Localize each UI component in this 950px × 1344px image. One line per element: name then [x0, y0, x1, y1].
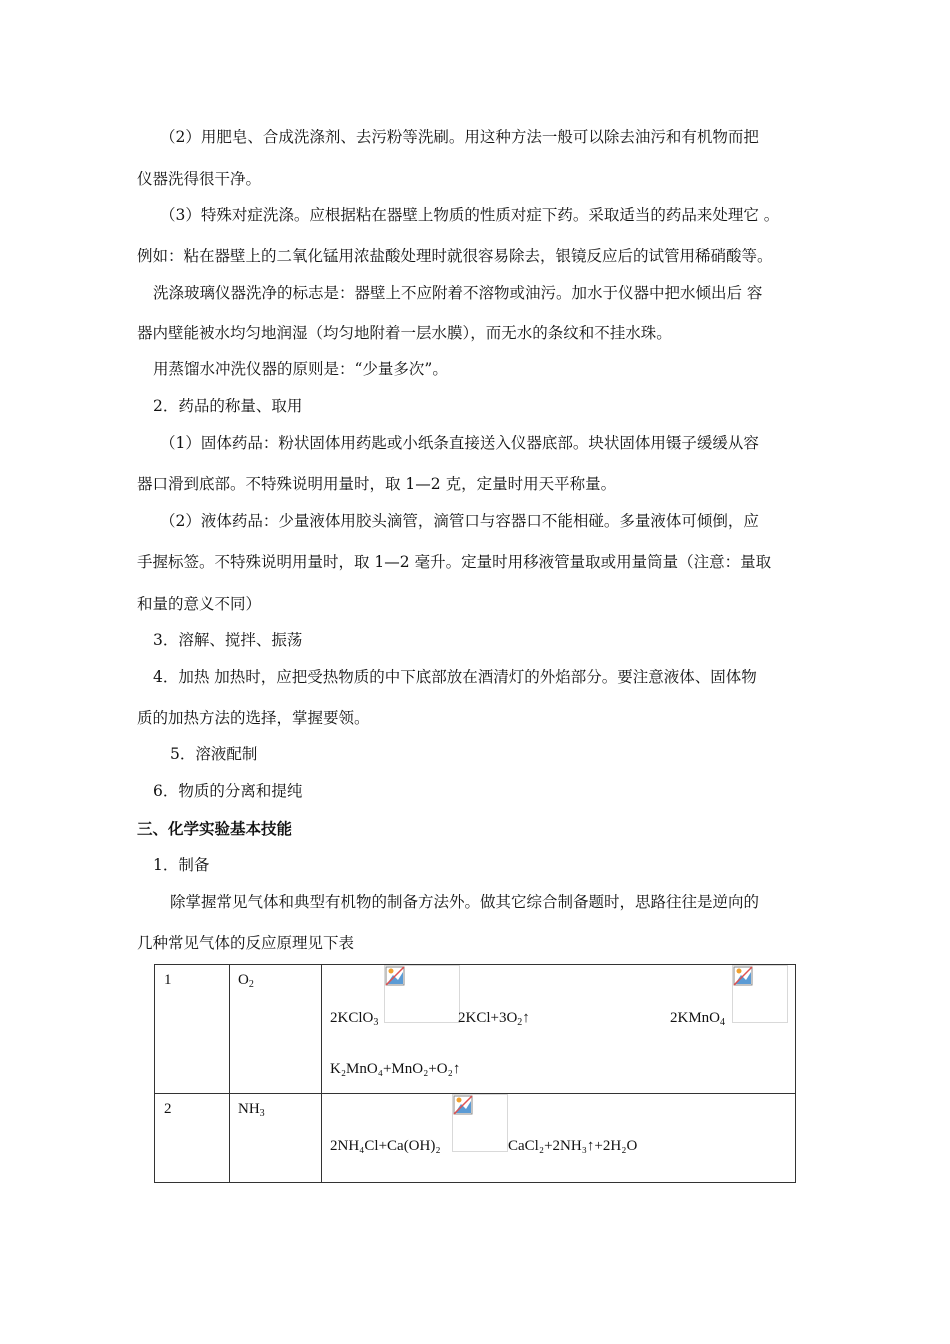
table-cell-equation	[322, 965, 796, 1094]
equation-kclo3-product: $2KCl+3O_2↑$	[458, 1010, 530, 1028]
table-cell-equation	[322, 1094, 796, 1183]
paragraph: 洗涤玻璃仪器洗净的标志是：器壁上不应附着不溶物或油污。加水于仪器中把水倾出后 容	[153, 284, 763, 302]
section-item: 3．溶解、搅拌、振荡	[153, 631, 303, 649]
table-cell-gas	[230, 965, 322, 1094]
image-placeholder-icon	[384, 965, 460, 1023]
paragraph: 和量的意义不同）	[137, 595, 262, 613]
paragraph: 仪器洗得很干净。	[137, 170, 262, 188]
image-placeholder-icon	[452, 1094, 508, 1152]
row-index: 2	[164, 1101, 172, 1117]
row-index: 1	[164, 972, 172, 988]
table-row	[155, 1094, 796, 1183]
table-row	[155, 965, 796, 1094]
image-placeholder-icon	[732, 965, 788, 1023]
section-item: 6．物质的分离和提纯	[153, 782, 303, 800]
paragraph: （3）特殊对症洗涤。应根据粘在器壁上物质的性质对症下药。采取适当的药品来处理它 。	[160, 206, 780, 224]
table-cell-gas	[230, 1094, 322, 1183]
paragraph: 几种常见气体的反应原理见下表	[137, 934, 355, 952]
table-cell-index	[155, 1094, 230, 1183]
section-item: 2．药品的称量、取用	[153, 397, 303, 415]
equation-nh3-product: CaCl₂+2NH₃↑+2H₂O	[508, 1138, 638, 1154]
reaction-table	[154, 964, 796, 1183]
paragraph: 用蒸馏水冲洗仪器的原则是：“少量多次”。	[153, 360, 448, 378]
equation-nh3-reactant: 2NH₄Cl+Ca(OH)₂	[330, 1138, 441, 1154]
section-item: 1．制备	[153, 856, 210, 874]
section-heading: 三、化学实验基本技能	[137, 820, 293, 838]
equation-kmno4-product: K₂MnO₄+MnO₂+O₂↑	[330, 1061, 461, 1077]
gas-formula: $NH_3$	[238, 1101, 265, 1119]
paragraph: 器内壁能被水均匀地润湿（均匀地附着一层水膜），而无水的条纹和不挂水珠。	[137, 324, 672, 342]
paragraph: 例如：粘在器壁上的二氧化锰用浓盐酸处理时就很容易除去，银镜反应后的试管用稀硝酸等。	[137, 247, 773, 265]
paragraph: （2）用肥皂、合成洗涤剂、去污粉等洗刷。用这种方法一般可以除去油污和有机物而把	[160, 128, 759, 146]
paragraph: 4．加热 加热时，应把受热物质的中下底部放在酒清灯的外焰部分。要注意液体、固体物	[153, 668, 757, 686]
paragraph: （2）液体药品：少量液体用胶头滴管，滴管口与容器口不能相碰。多量液体可倾倒，应	[160, 512, 759, 530]
equation-kmno4-reactant: 2KMnO$_4$	[670, 1010, 726, 1028]
paragraph: 除掌握常见气体和典型有机物的制备方法外。做其它综合制备题时，思路往往是逆向的	[170, 893, 760, 911]
section-item: 5．溶液配制	[170, 745, 258, 763]
paragraph: 器口滑到底部。不特殊说明用量时，取 1—2 克，定量时用天平称量。	[137, 475, 617, 493]
paragraph: 手握标签。不特殊说明用量时，取 1—2 毫升。定量时用移液管量取或用量筒量（注意：量取	[137, 553, 772, 571]
table-cell-index	[155, 965, 230, 1094]
paragraph: 质的加热方法的选择，掌握要领。	[137, 709, 370, 727]
paragraph: （1）固体药品：粉状固体用药匙或小纸条直接送入仪器底部。块状固体用镊子缓缓从容	[160, 434, 759, 452]
gas-formula: $O_2$	[238, 972, 254, 990]
equation-kclo3-reactant: 2KClO$_3$	[330, 1010, 379, 1028]
